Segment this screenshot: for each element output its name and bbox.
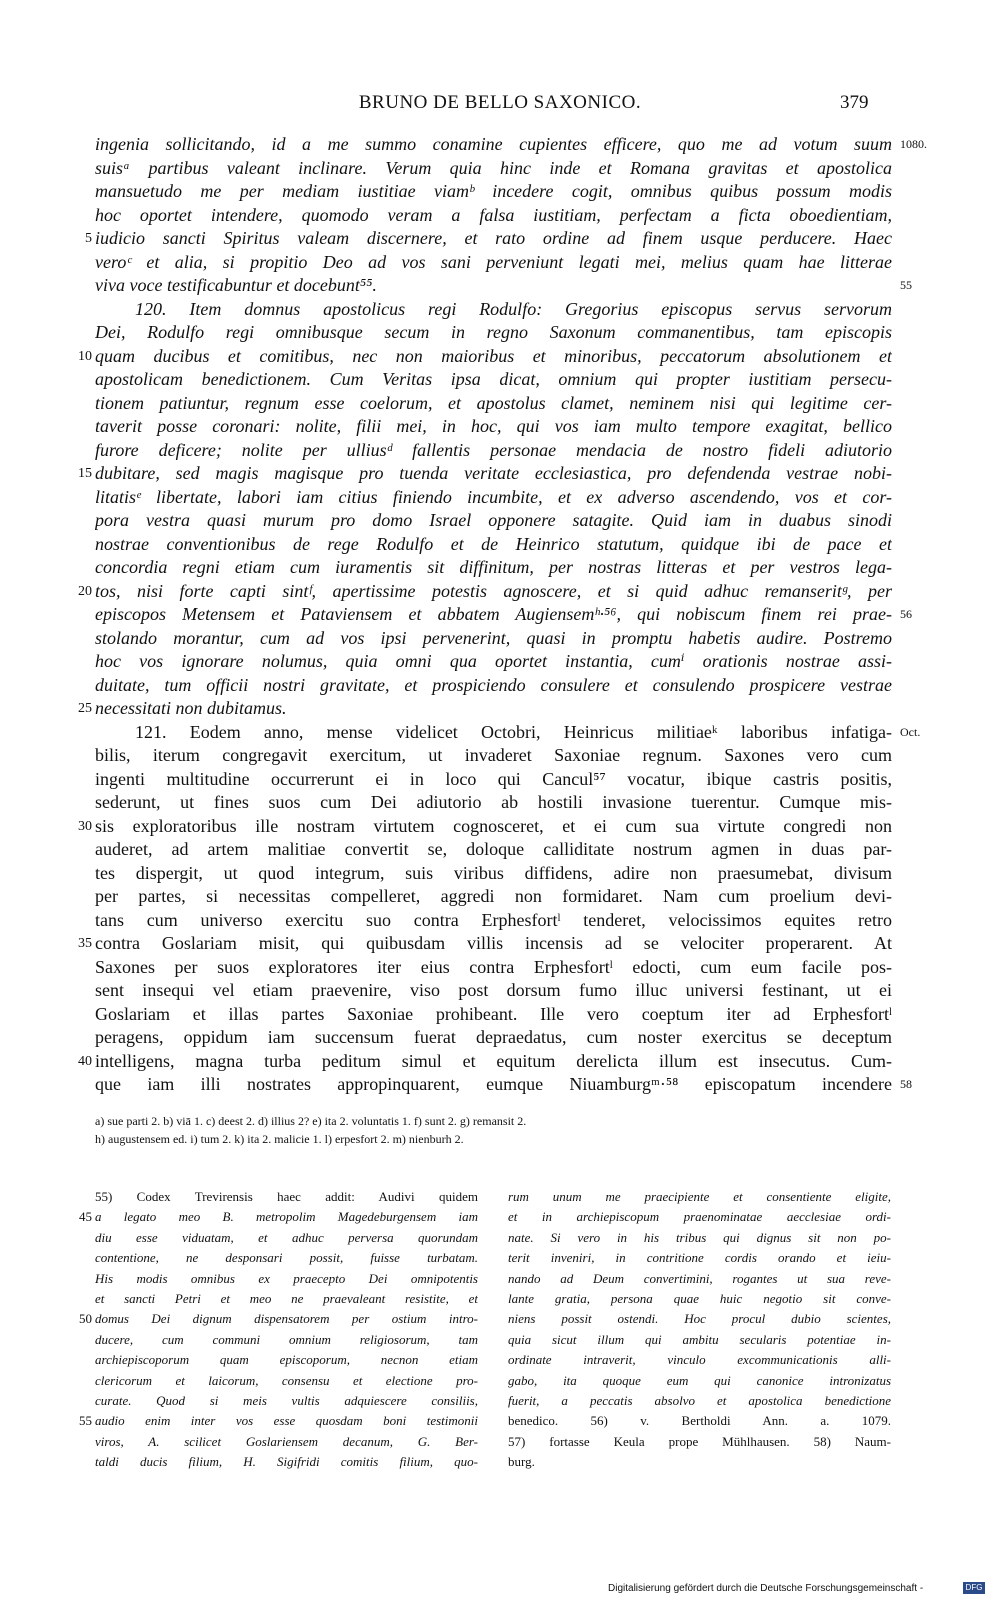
footnote-line: audio enim inter vos esse quosdam boni testimonii xyxy=(95,1413,478,1429)
body-line: 120. Item domnus apostolicus regi Rodulfo: Gregorius episcopus servus servorum xyxy=(135,298,892,319)
body-line: apostolicam benedictionem. Cum Veritas ipsa dicat, omnium qui propter iustitiam persecu- xyxy=(95,369,892,389)
body-line: ingenia sollicitando, id a me summo conamine cupientes efficere, quo me ad votum suum xyxy=(95,134,892,154)
page-number: 379 xyxy=(840,92,869,113)
body-line: intelligens, magna turba peditum simul et equitum derelicta illum est insecutus. Cum- xyxy=(95,1050,892,1071)
body-line: viva voce testificabuntur et docebunt⁵⁵. xyxy=(95,275,377,295)
footnote-line: diu esse viduatam, et adhuc perversa quorundam xyxy=(95,1229,478,1245)
footnote-line: His modis omnibus ex praecepto Dei omnipotentis xyxy=(95,1270,478,1286)
body-line: furore deficere; nolite per ulliusᵈ fallentis personae mendacia de nostro fideli adiutorio xyxy=(95,439,892,460)
line-number: 10 xyxy=(78,348,92,364)
body-line: pora vestra quasi murum pro domo Israel opponere satagite. Quid iam in duabus sinodi xyxy=(95,510,892,530)
footnote-line: niens possit ostendi. Hoc procul dubio scientes, xyxy=(508,1311,891,1327)
footnote-line: ducere, cum communi omnium religiosorum, tam xyxy=(95,1331,478,1347)
body-line: Saxones per suos exploratores iter eius contra Erphesfortˡ edocti, cum eum facile pos- xyxy=(95,956,892,977)
footnote-line: clericorum et laicorum, consensu et electione pro- xyxy=(95,1372,478,1388)
footnote-line-number: 45 xyxy=(79,1209,92,1225)
body-line: hoc vos ignorare nolumus, quia omni qua oportet instantia, cumⁱ orationis nostrae assi- xyxy=(95,651,892,671)
body-line: contra Goslariam misit, qui quibusdam villis incensis ad se velociter properarent. At xyxy=(95,933,892,953)
body-line: tans cum universo exercitu suo contra Erphesfortˡ tenderet, velocissimos equites retro xyxy=(95,909,892,930)
footnote-line: taldi ducis filium, H. Sigifridi comitis filium, quo- xyxy=(95,1454,478,1470)
body-line: que iam illi nostrates appropinquarent, eumque Niuamburgᵐ·⁵⁸ episcopatum incendere xyxy=(95,1074,892,1094)
line-number: 20 xyxy=(78,583,92,599)
body-line: per partes, si necessitas compelleret, aggredi non formidaret. Nam cum proelium devi- xyxy=(95,886,892,906)
line-number: 30 xyxy=(78,818,92,834)
footnote-line: et in archiepiscopum praenominatae aecclesiae ordi- xyxy=(508,1209,891,1225)
body-line: stolando morantur, cum ad vos ipsi pervenerint, quasi in promptu habetis audire. Postremo xyxy=(95,627,892,648)
footnote-line: benedico. 56) v. Bertholdi Ann. a. 1079. xyxy=(508,1413,891,1429)
dfg-logo: DFG xyxy=(963,1582,985,1594)
body-line: sis exploratoribus ille nostram virtutem cognosceret, et ei cum sua virtute congredi non xyxy=(95,815,892,836)
body-line: dubitare, sed magis magisque pro tuenda veritate ecclesiastica, pro defendenda vestrae nobi- xyxy=(95,463,892,483)
footnote-line: ordinate intraverit, vinculo excommunicationis alli- xyxy=(508,1352,891,1368)
footnote-line-number: 55 xyxy=(79,1413,92,1429)
footnote-line: burg. xyxy=(508,1454,535,1470)
footnote-line: 57) fortasse Keula prope Mühlhausen. 58) Naum- xyxy=(508,1433,891,1449)
footnote-line: gabo, ita quoque eum qui canonice intronizatus xyxy=(508,1372,891,1388)
body-line: nostrae conventionibus de rege Rodulfo et de Heinrico statutum, quidque ibi de pace et xyxy=(95,533,892,554)
body-line: sederunt, ut fines suos cum Dei adiutorio ab hostili invasione tuerentur. Cumque mis- xyxy=(95,792,892,812)
footnote-line-number: 50 xyxy=(79,1311,92,1327)
margin-note: 55 xyxy=(900,278,912,292)
body-line: episcopos Metensem et Pataviensem et abbatem Augiensemʰ·⁵⁶, qui nobiscum finem rei prae- xyxy=(95,604,892,624)
footnote-line: viros, A. scilicet Goslariensem decanum, G. Ber- xyxy=(95,1433,478,1449)
body-line: ingenti multitudine occurrerunt ei in loco qui Cancul⁵⁷ vocatur, ibique castris positis, xyxy=(95,768,892,789)
footnote-line: 55) Codex Trevirensis haec addit: Audivi quidem xyxy=(95,1189,478,1204)
body-line: taverit posse coronari: nolite, filii mei, in hoc, qui vos iam multo tempore exagitat, bellico xyxy=(95,416,892,436)
footnotes-left-column xyxy=(95,1187,478,1472)
variant-note-line: h) augustensem ed. i) tum 2. k) ita 2. malicie 1. l) erpesfort 2. m) nienburh 2. xyxy=(95,1132,464,1146)
body-line: hoc oportet intendere, quomodo veram a falsa iustitiam, perfectam a ficta oboedientiam, xyxy=(95,204,892,225)
footnote-line: quia sicut illum qui ambitu secularis potentiae in- xyxy=(508,1331,891,1347)
body-line: iudicio sancti Spiritus valeam discernere, et rato ordine ad finem usque perducere. Haec xyxy=(95,228,892,248)
body-line: mansuetudo me per mediam iustitiae viamᵇ incedere cogit, omnibus quibus possum modis xyxy=(95,181,892,201)
line-number: 25 xyxy=(78,701,92,716)
body-line: auderet, ad artem malitiae convertit se, doloque calliditate nostrum agmen in duas par- xyxy=(95,839,892,859)
body-line: veroᶜ et alia, si propitio Deo ad vos sani perveniunt legati mei, melius quam hae litterae xyxy=(95,251,892,272)
footnote-line: fuerit, a peccatis absolvo et apostolica benedictione xyxy=(508,1392,891,1408)
body-line: sent insequi vel etiam praevenire, viso post dorsum fumo illuc universi festinant, ut ei xyxy=(95,980,892,1000)
line-number: 5 xyxy=(85,231,92,246)
running-header: BRUNO DE BELLO SAXONICO. xyxy=(358,92,642,113)
margin-note-year: 1080. xyxy=(900,137,927,151)
body-line: tes dispergit, ut quod integrum, suis viribus diffidens, adire non praesumebat, divisum xyxy=(95,862,892,883)
line-number: 15 xyxy=(78,466,92,481)
footnote-line: contentione, ne desponsari possit, fuisse turbatam. xyxy=(95,1250,478,1266)
body-line: peragens, oppidum iam succensum fuerat depraedatus, cum noster exercitus se deceptum xyxy=(95,1027,892,1047)
footnote-line: nando ad Deum convertimini, rogantes ut sua reve- xyxy=(508,1270,891,1286)
body-line: suisᵃ partibus valeant inclinare. Verum quia hinc inde et Romana gravitas et apostolica xyxy=(95,157,892,178)
body-line: litatisᵉ libertate, labori iam citius finiendo incumbite, et ex adverso ascendendo, vos et cor- xyxy=(95,486,892,507)
body-line: tos, nisi forte capti sintᶠ, apertissime potestis agnoscere, et si quid adhuc remanseritᵍ, per xyxy=(95,580,892,601)
margin-note-month: Oct. xyxy=(900,724,921,739)
line-number: 35 xyxy=(78,936,92,951)
footnote-line: terit inveniri, in contritione cordis orando et ieiu- xyxy=(508,1250,891,1266)
body-line: Goslariam et illas partes Saxoniae prohibeant. Ille vero coeptum iter ad Erphesfortˡ xyxy=(95,1003,892,1024)
footnote-line: archiepiscoporum quam episcoporum, necnon etiam xyxy=(95,1352,478,1368)
margin-note: 58 xyxy=(900,1077,912,1091)
body-line: duitate, tum officii nostri gravitate, et prospiciendo consulere et consulendo prospicere vestrae xyxy=(95,674,892,695)
footnote-line: a legato meo B. metropolim Magedeburgensem iam xyxy=(95,1209,478,1225)
body-line: necessitati non dubitamus. xyxy=(95,698,287,718)
body-line: tionem patiuntur, regnum esse coelorum, et apostolus clamet, neminem nisi qui legitime cer- xyxy=(95,392,892,413)
margin-note: 56 xyxy=(900,607,912,621)
footnote-line: domus Dei dignum dispensatorem per ostium intro- xyxy=(95,1311,478,1327)
footnotes-right-column xyxy=(508,1187,891,1472)
body-line: Dei, Rodulfo regi omnibusque secum in regno Saxonum commanentibus, tam episcopis xyxy=(95,322,892,342)
body-line: concordia regni etiam cum iuramentis sit diffinitum, per nostras litteras et per vestros lega- xyxy=(95,557,892,577)
line-number: 40 xyxy=(78,1053,92,1069)
body-line: quam ducibus et comitibus, nec non maioribus et minoribus, peccatorum absolutionem et xyxy=(95,345,892,366)
footnote-line: rum unum me praecipiente et consentiente eligite, xyxy=(508,1189,891,1204)
footnote-line: nate. Si vero in his tribus qui dignus sit non po- xyxy=(508,1229,891,1245)
digitization-credit: Digitalisierung gefördert durch die Deutsche Forschungsgemeinschaft - xyxy=(608,1583,924,1594)
footnote-line: curate. Quod si meis vultis adquiescere consiliis, xyxy=(95,1392,478,1408)
footnote-line: lante gratia, persona quae huic negotio sit conve- xyxy=(508,1290,891,1306)
body-line: bilis, iterum congregavit exercitum, ut invaderet Saxoniae regnum. Saxones vero cum xyxy=(95,745,892,765)
footnote-line: et sancti Petri et meo ne praevaleant resistite, et xyxy=(95,1290,478,1306)
body-line: 121. Eodem anno, mense videlicet Octobri, Heinricus militiaeᵏ laboribus infatiga- xyxy=(135,721,892,742)
variant-note-line: a) sue parti 2. b) viā 1. c) deest 2. d) illius 2? e) ita 2. voluntatis 1. f) sunt 2. g) remansit 2. xyxy=(95,1114,527,1128)
